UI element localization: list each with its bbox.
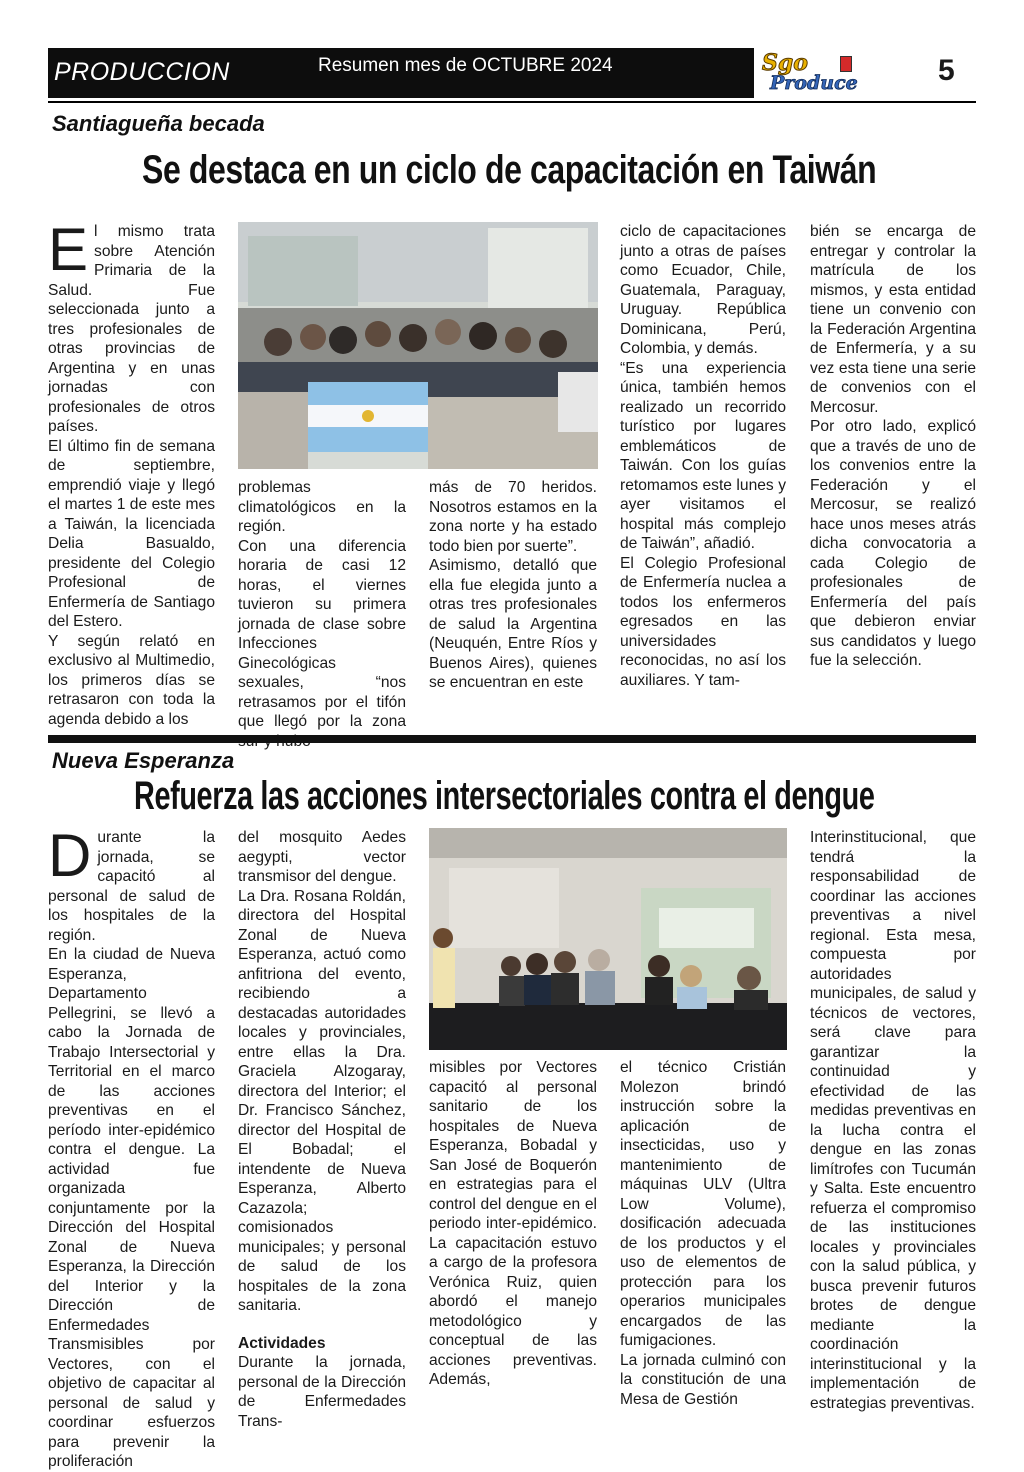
article2-column-2: [238, 828, 406, 1431]
article1-kicker: Santiagueña becada: [52, 111, 265, 136]
logo-bottom-text: Produce: [770, 72, 858, 94]
article2-photo: [429, 828, 787, 1050]
paragraph: Durante la jornada, personal de la Dirección de Enfermedades Trans-: [238, 1354, 406, 1430]
dropcap: D: [48, 822, 92, 889]
paragraph: La jornada culminó con la constitución de una Mesa de Gestión: [620, 1351, 786, 1408]
article2-headline: Refuerza las acciones intersectoriales contra el dengue: [134, 774, 875, 818]
paragraph: l mismo trata sobre Atención Primaria de la Salud. Fue seleccionada junto a tres profesionales de otras provincias de Argentina y en unas jornadas con profesionales de otros países.: [48, 223, 215, 435]
header-rule: [48, 101, 976, 103]
subhead: Actividades: [238, 1334, 326, 1352]
article2-column-3: [429, 1058, 597, 1390]
paragraph: “Es una experiencia única, también hemos realizado un recorrido turístico por lugares emblemáticos de Taiwán. Con los guías retomamos este lunes y ayer visitamos el hospital más complejo de Taiwán”, añadió.: [620, 359, 786, 552]
article2-kicker: Nueva Esperanza: [52, 748, 235, 773]
article1-photo: [238, 222, 598, 469]
article1-column-2: [238, 478, 406, 751]
paragraph: bién se encarga de entregar y controlar la matrícula de los mismos, y esta entidad tiene un convenio con la Federación Argentina de Enfermería, y a su vez esta tiene una serie de convenios con el Mercosur.: [810, 223, 976, 416]
paragraph: La Dra. Rosana Roldán, directora del Hospital Zonal de Nueva Esperanza, actuó como anfitriona del evento, recibiendo a destacadas autoridades locales y provinciales, entre ellas la Dra. Graciela Alzogaray, directora del Interior; el Dr. Francisco Sánchez, director del Hospital de El Bobadal; el intendente de Nueva Esperanza, Alberto Cazazola; comisionados municipales; y personal de salud de los hospitales de la zona sanitaria.: [238, 887, 406, 1314]
article2-column-4: [620, 1058, 786, 1409]
paragraph: misibles por Vectores capacitó al personal sanitario de los hospitales de Nueva Esperanza, Bobadal y San José de Boquerón en estrategias para el control del dengue en el periodo inter-epidémico. La capacitación estuvo a cargo de la profesora Verónica Ruiz, quien abordó el manejo metodológico y conceptual de las acciones preventivas. Además,: [429, 1059, 597, 1388]
article1-column-5: [810, 222, 976, 671]
paragraph: urante la jornada, se capacitó al personal de salud de los hospitales de la región.: [48, 829, 215, 944]
paragraph: problemas climatológicos en la región.: [238, 479, 406, 535]
issue-title: Resumen mes de OCTUBRE 2024: [318, 55, 613, 76]
paragraph: Y según relató en exclusivo al Multimedio, los primeros días se retrasaron con toda la agenda debido a los: [48, 632, 215, 728]
flag-icon: [840, 56, 852, 72]
publication-logo: [762, 50, 902, 96]
paragraph: Con una diferencia horaria de casi 12 horas, el viernes tuvieron su primera jornada de clase sobre Infecciones Ginecológicas sexuales, “nos retrasamos por el tifón que llegó por la zona: [238, 537, 406, 730]
dropcap: E: [48, 216, 89, 283]
paragraph: Por otro lado, explicó que a través de uno de los convenios entre la Federación y el Mercosur, se realizó hace unos meses atrás dicha convocatoria a cada Colegio de profesionales de Enfermería del país que debieron enviar sus candidatos y luego fue la selección.: [810, 418, 976, 669]
logo-top-text: Sgo: [762, 50, 808, 76]
article1-headline: Se destaca en un ciclo de capacitación en Taiwán: [142, 148, 877, 192]
paragraph: En la ciudad de Nueva Esperanza, Departamento Pellegrini, se llevó a cabo la Jornada de Trabajo Intersectorial y Territorial en el marco de las acciones preventivas en el período inter-epidémico contra el dengue. La actividad fue organizada conjuntamente por la Dirección del Hospital Zonal de Nueva Esperanza, la Dirección del Interior y la Dirección de Enfermedades Transmisibles por Vectores, con el objetivo de capacitar al personal de salud y coordinar esfuerzos para prevenir la proliferación: [48, 946, 215, 1470]
paragraph: El Colegio Profesional de Enfermería nuclea a todos los enfermeros egresados en las universidades reconocidas, no así los auxiliares. Y tam-: [620, 554, 786, 689]
page-number: 5: [938, 54, 955, 87]
article1-column-3: [429, 478, 597, 693]
article2-column-1: [48, 822, 215, 1472]
article2-column-5: [810, 828, 976, 1413]
paragraph: el técnico Cristián Molezon brindó instrucción sobre la aplicación de insecticidas, uso y mantenimiento de máquinas ULV (Ultra Low Volume), dosificación adecuada de los productos y el uso de elementos de protección para los operarios municipales encargados de las fumigaciones.: [620, 1059, 786, 1349]
paragraph: Interinstitucional, que tendrá la responsabilidad de coordinar las acciones preventivas a nivel regional. Esta mesa, compuesta por autoridades municipales, de salud y técnicos de vectores, será clave para garantizar la continuidad y efectividad de las medidas preventivas en la lucha contra el dengue en las zonas limítrofes con Tucumán y Salta. Este encuentro refuerza el compromiso de las instituciones locales y provinciales con la salud pública, y busca prevenir futuros brotes de dengue mediante la coordinación interinstitucional y la implementación de estrategias preventivas.: [810, 829, 976, 1412]
article-divider: [48, 735, 976, 743]
paragraph: del mosquito Aedes aegypti, vector transmisor del dengue.: [238, 829, 406, 885]
paragraph: Asimismo, detalló que ella fue elegida junto a otras tres profesionales de salud la Argentina (Neuquén, Entre Ríos y Buenos Aires), quienes se encuentran en este: [429, 557, 597, 691]
article1-column-1: [48, 216, 215, 729]
paragraph: ciclo de capacitaciones junto a otras de países como Ecuador, Chile, Guatemala, Paraguay, Uruguay. República Dominicana, Perú, Colombia, y demás.: [620, 223, 786, 357]
section-name: PRODUCCION: [54, 58, 230, 86]
paragraph: El último fin de semana de septiembre, emprendió viaje y llegó el martes 1 de este mes a Taiwán, la licenciada Delia Basualdo, presidente del Colegio Profesional de Enfermería de Santiago del Estero.: [48, 437, 215, 630]
paragraph: más de 70 heridos. Nosotros estamos en la zona norte y ha estado todo bien por suerte”.: [429, 479, 597, 555]
article1-column-4: [620, 222, 786, 690]
